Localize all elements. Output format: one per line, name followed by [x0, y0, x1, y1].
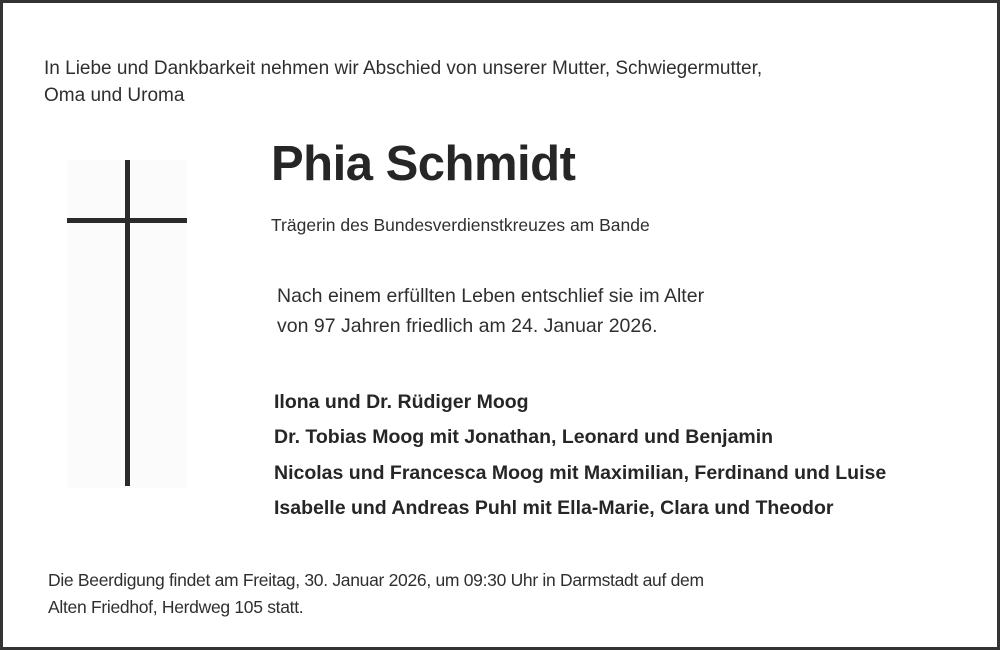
cross-vertical-bar: [125, 160, 130, 486]
mourner-line: Ilona und Dr. Rüdiger Moog: [274, 391, 529, 413]
intro-text: [44, 55, 762, 109]
deceased-name: Phia Schmidt: [271, 137, 576, 191]
funeral-line: Die Beerdigung findet am Freitag, 30. Januar 2026, um 09:30 Uhr in Darmstadt auf dem: [48, 570, 704, 590]
intro-line: In Liebe und Dankbarkeit nehmen wir Abschied von unserer Mutter, Schwiegermutter,: [44, 58, 763, 79]
mourner-line: Isabelle und Andreas Puhl mit Ella-Marie, Clara und Theodor: [274, 496, 834, 519]
funeral-line: Alten Friedhof, Herdweg 105 statt.: [48, 597, 304, 617]
mourners-list: [274, 385, 886, 526]
message-text: [277, 281, 704, 341]
mourner-line: Dr. Tobias Moog mit Jonathan, Leonard und Benjamin: [274, 426, 774, 449]
message-line: Nach einem erfüllten Leben entschlief sie im Alter: [277, 285, 705, 307]
cross-horizontal-bar: [67, 218, 187, 223]
honor-text: Trägerin des Bundesverdienstkreuzes am Bande: [271, 215, 650, 235]
message-line: von 97 Jahren friedlich am 24. Januar 2026.: [277, 315, 658, 337]
mourner-line: Nicolas und Francesca Moog mit Maximilian, Ferdinand und Luise: [274, 461, 887, 484]
intro-line: Oma und Uroma: [44, 85, 185, 106]
funeral-info: [48, 567, 704, 621]
